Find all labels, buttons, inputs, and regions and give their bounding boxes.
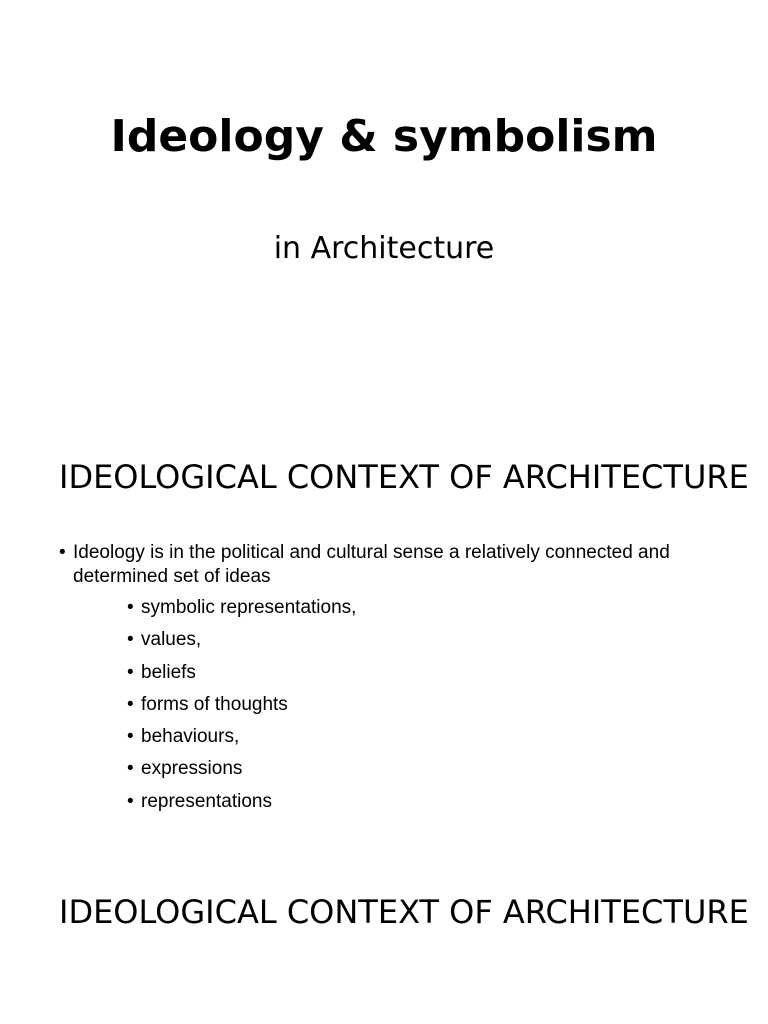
sub-bullet-item xyxy=(127,628,356,660)
bullet-item-ideology-definition xyxy=(59,541,713,589)
sub-bullet-text: representations xyxy=(141,790,272,812)
sub-bullet-text: beliefs xyxy=(141,661,196,683)
sub-bullet-text: expressions xyxy=(141,758,243,780)
sub-bullet-list xyxy=(127,596,356,822)
bullet-marker: • xyxy=(59,542,66,563)
sub-bullet-text: values, xyxy=(141,629,202,651)
bullet-marker: • xyxy=(127,693,134,715)
sub-bullet-item xyxy=(127,596,356,628)
slide-heading: IDEOLOGICAL CONTEXT OF ARCHITECTURE xyxy=(59,893,749,931)
sub-bullet-text: symbolic representations, xyxy=(141,597,357,618)
sub-bullet-item xyxy=(127,661,356,693)
content-slide-ideological-context xyxy=(0,430,768,850)
bullet-marker: • xyxy=(127,629,134,651)
sub-bullet-text: behaviours, xyxy=(141,726,240,748)
slide-heading: IDEOLOGICAL CONTEXT OF ARCHITECTURE xyxy=(59,458,749,496)
bullet-marker: • xyxy=(127,661,134,683)
bullet-marker: • xyxy=(127,597,134,618)
sub-bullet-item xyxy=(127,790,356,822)
bullet-marker: • xyxy=(127,726,134,748)
title-slide xyxy=(0,0,768,420)
bullet-marker: • xyxy=(127,790,134,812)
sub-bullet-item xyxy=(127,725,356,757)
sub-bullet-item xyxy=(127,757,356,789)
content-slide-ideological-context-continued xyxy=(0,864,768,1024)
bullet-text: Ideology is in the political and cultural sense a relatively connected and determined set of ideas xyxy=(73,542,670,587)
sub-bullet-text: forms of thoughts xyxy=(141,693,288,715)
presentation-subtitle: in Architecture xyxy=(273,231,495,266)
presentation-title: Ideology & symbolism xyxy=(110,111,658,162)
sub-bullet-item xyxy=(127,693,356,725)
bullet-marker: • xyxy=(127,758,134,780)
